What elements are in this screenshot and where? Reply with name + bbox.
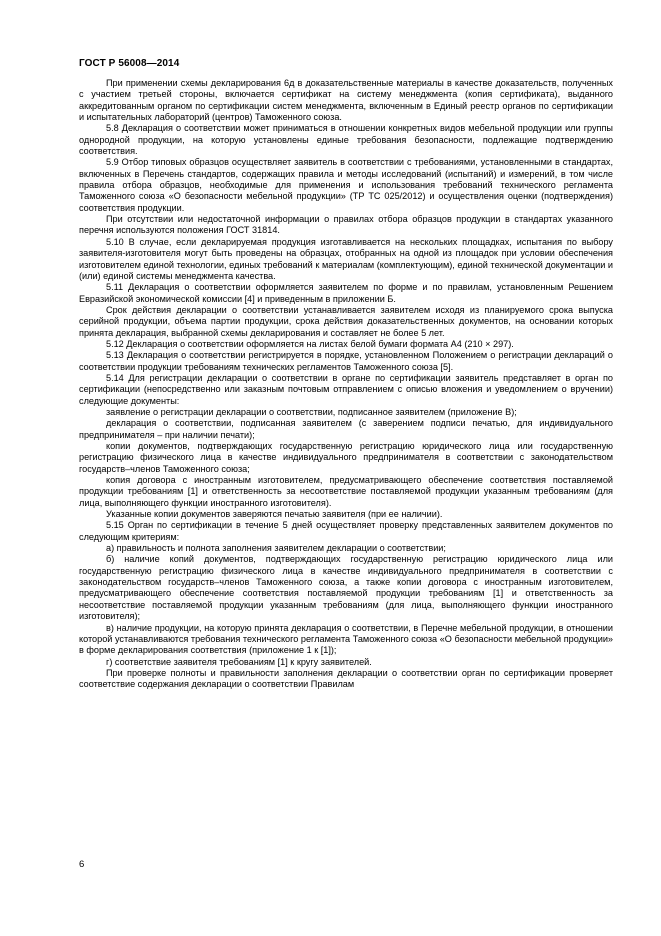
paragraph: а) правильность и полнота заполнения заявителем декларации о соответствии; xyxy=(106,543,446,554)
paragraph: 5.15 Орган по сертификации в течение 5 дней осуществляет проверку представленных заявителем документов по следующим критериям: xyxy=(79,520,613,542)
paragraph: При отсутствии или недостаточной информации о правилах отбора образцов продукции в стандартах указанного перечня используются положения ГОСТ 31814. xyxy=(79,214,613,236)
page-number: 6 xyxy=(79,859,85,870)
paragraph: г) соответствие заявителя требованиям [1] к кругу заявителей. xyxy=(106,656,372,667)
paragraph: копии документов, подтверждающих государственную регистрацию юридического лица или государственную регистрацию физического лица в качестве индивидуального предпринимателя в соответствии с законодательством государств–членов Таможенного союза; xyxy=(79,441,613,474)
paragraph: Указанные копии документов заверяются печатью заявителя (при ее наличии). xyxy=(106,509,443,520)
paragraph: копия договора с иностранным изготовителем, предусматривающего обеспечение соответствия поставляемой продукции требованиям [1] и ответственность за несоответствие поставляемой продукции указанным требованиям (для лица, выполняющего функции иностранного изготовителя). xyxy=(79,475,613,508)
paragraph: Срок действия декларации о соответствии устанавливается заявителем исходя из планируемого срока выпуска серийной продукции, объема партии продукции, срока действия доказательственных документов, на основании которых принята декларация, выбранной схемы декларирования и составляет не более 5 лет. xyxy=(79,304,613,338)
paragraph: декларация о соответствии, подписанная заявителем (с заверением подписи печатью, для индивидуального предпринимателя – при наличии печати); xyxy=(79,418,613,440)
document-header: ГОСТ Р 56008—2014 xyxy=(79,58,180,69)
paragraph: 5.8 Декларация о соответствии может приниматься в отношении конкретных видов мебельной продукции или группы однородной продукции, на которую установлены единые требования безопасности, подлежащие подтверждению соответствия. xyxy=(79,123,613,157)
paragraph: заявление о регистрации декларации о соответствии, подписанное заявителем (приложение В); xyxy=(106,406,517,417)
paragraph: При применении схемы декларирования 6д в доказательственные материалы в качестве доказательств, полученных с участием третьей стороны, включается сертификат на систему менеджмента (копия сертификата), выданного аккредитованным органом по сертификации систем менеджмента, включенным в Единый реестр органов по сертификации и испытательных лабораторий (центров) Таможенного союза. xyxy=(79,78,613,123)
paragraph: 5.12 Декларация о соответствии оформляется на листах белой бумаги формата А4 (210 × 297). xyxy=(106,338,514,349)
paragraph: 5.9 Отбор типовых образцов осуществляет заявитель в соответствии с требованиями, установленными в стандартах, включенных в Перечень стандартов, содержащих правила и методы исследований (испытаний) и измерений, в том числе правила отбора образцов, необходимые для применения и использования требований технического регламента Таможенного союза «О безопасности мебельной продукции» (ТР ТС 025/2012) и осуществления оценки (подтверждения) соответствия продукции. xyxy=(79,157,613,213)
paragraph: 5.10 В случае, если декларируемая продукция изготавливается на нескольких площадках, испытания по выбору заявителя-изготовителя могут быть проведены на образцах, отобранных на одной из площадок при условии обеспечения изготовителем единой технологии, единых требований к материалам (комплектующим), единой технической документации и (или) единой системы менеджмента качества. xyxy=(79,236,613,281)
paragraph: 5.14 Для регистрации декларации о соответствии в органе по сертификации заявитель представляет в орган по сертификации (непосредственно или заказным почтовым отправлением с описью вложения и уведомлением о вручении) следующие документы: xyxy=(79,372,613,406)
paragraph: 5.13 Декларация о соответствии регистрируется в порядке, установленном Положением о регистрации деклараций о соответствии продукции требованиям технических регламентов Таможенного союза [5]. xyxy=(79,350,613,372)
document-body xyxy=(79,78,613,691)
paragraph: в) наличие продукции, на которую принята декларация о соответствии, в Перечне мебельной продукции, в отношении которой устанавливаются требования технического регламента Таможенного союза «О безопасности мебельной продукции» в форме декларирования соответствия (приложение 1 к [1]); xyxy=(79,622,613,656)
paragraph: б) наличие копий документов, подтверждающих государственную регистрацию юридического лица или государственную регистрацию физического лица в качестве индивидуального предпринимателя в соответствии с законодательством государств–членов Таможенного союза, а также копии договора с иностранным изготовителем, предусматривающего обеспечение соответствия поставляемой продукции требованиям [1] и ответственность за несоответствие поставляемой продукции указанным требованиям (для лица, выполняющего функции иностранного изготовителя); xyxy=(79,554,613,622)
paragraph: При проверке полноты и правильности заполнения декларации о соответствии орган по сертификации проверяет соответствие содержания декларации о соответствии Правилам xyxy=(79,667,613,690)
paragraph: 5.11 Декларация о соответствии оформляется заявителем по форме и по правилам, установленным Решением Евразийской экономической комиссии [4] и приведенным в приложении Б. xyxy=(79,282,613,304)
